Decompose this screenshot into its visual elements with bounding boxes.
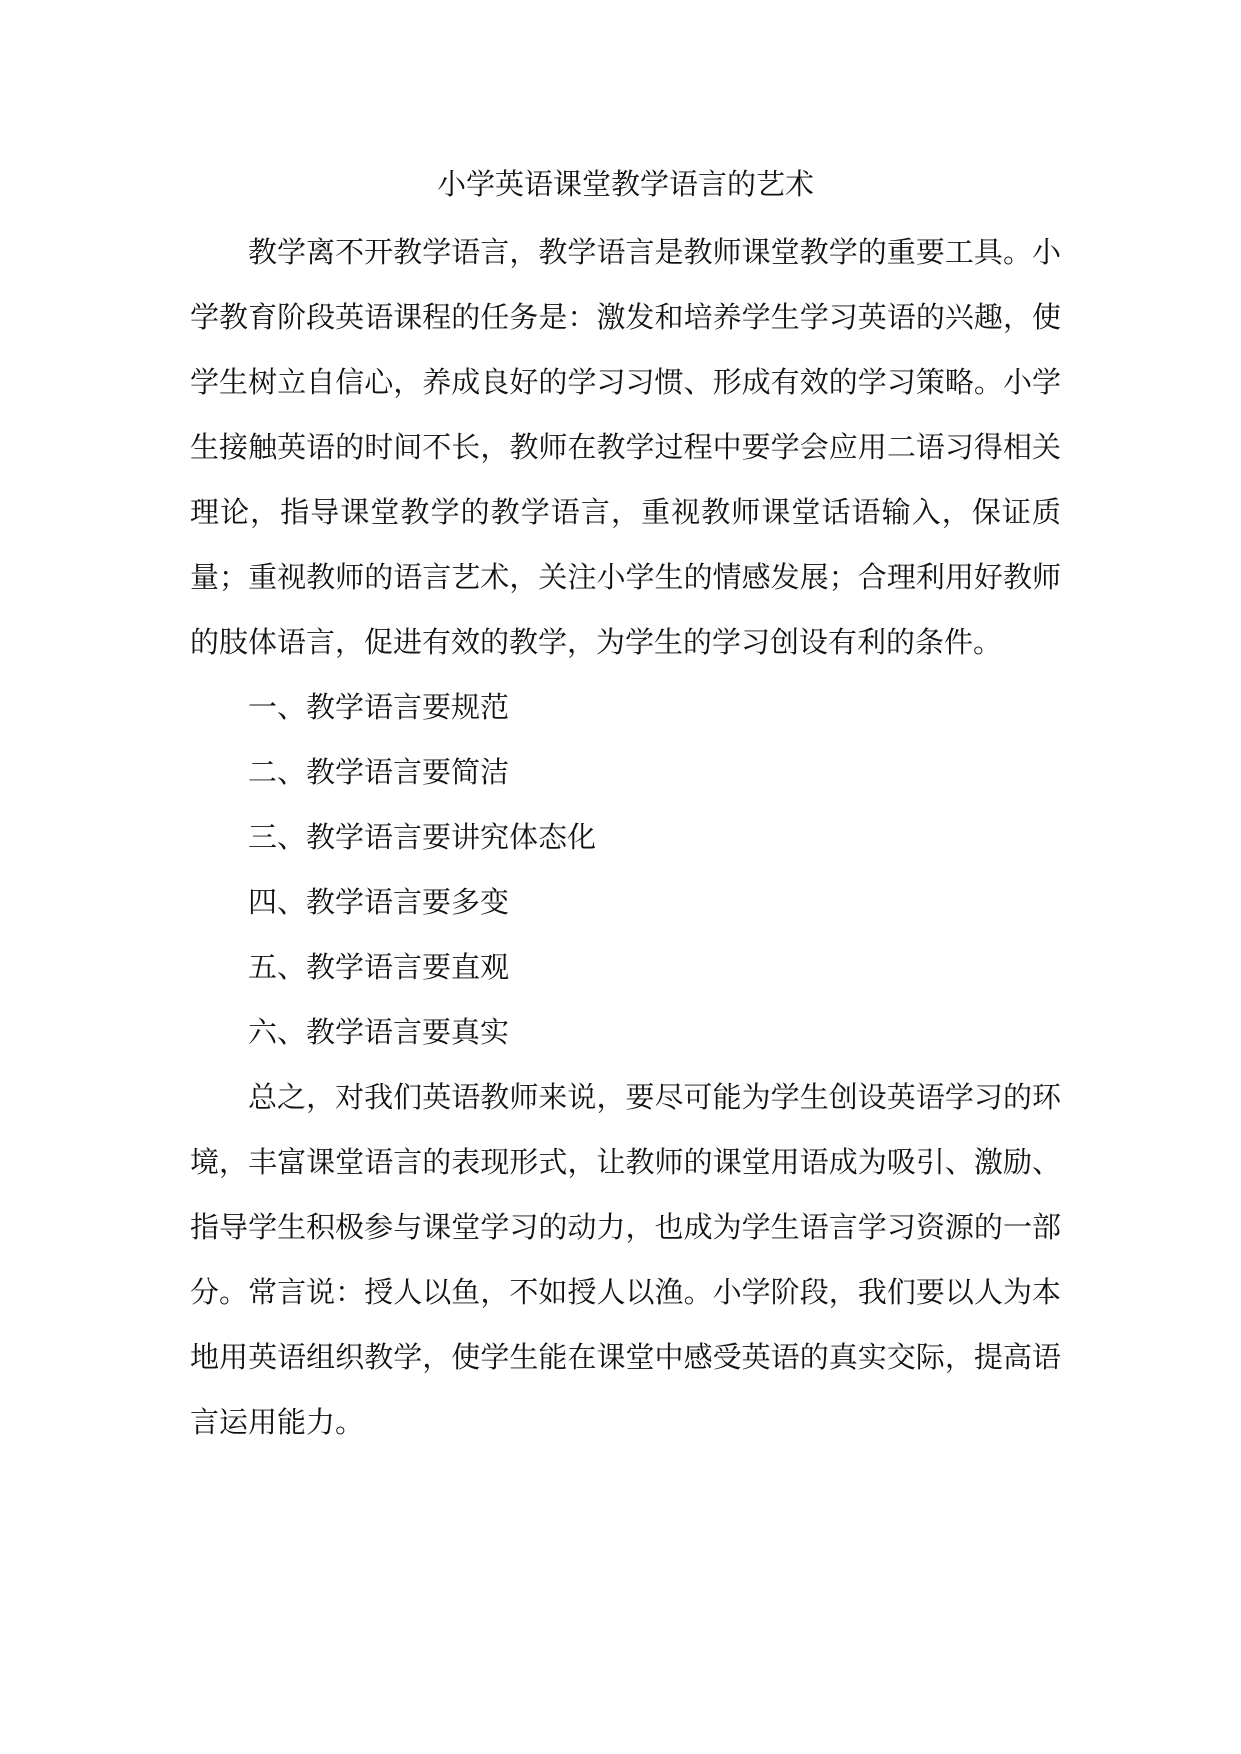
conclusion-paragraph: 总之，对我们英语教师来说，要尽可能为学生创设英语学习的环境，丰富课堂语言的表现形式，让教师的课堂用语成为吸引、激励、指导学生积极参与课堂学习的动力，也成为学生语言学习资源的一部分。常言说：授人以鱼，不如授人以渔。小学阶段，我们要以人为本地用英语组织教学，使学生能在课堂中感受英语的真实交际，提高语言运用能力。 (190, 1080, 1061, 1439)
section-heading-5: 五、教学语言要直观 (248, 950, 510, 984)
document-title: 小学英语课堂教学语言的艺术 (436, 167, 814, 201)
section-heading-4: 四、教学语言要多变 (248, 885, 510, 919)
section-heading-6: 六、教学语言要真实 (248, 1015, 510, 1049)
intro-paragraph: 教学离不开教学语言，教学语言是教师课堂教学的重要工具。小学教育阶段英语课程的任务是：激发和培养学生学习英语的兴趣，使学生树立自信心，养成良好的学习习惯、形成有效的学习策略。小学生接触英语的时间不长，教师在教学过程中要学会应用二语习得相关理论，指导课堂教学的教学语言，重视教师课堂话语输入，保证质量；重视教师的语言艺术，关注小学生的情感发展；合理利用好教师的肢体语言，促进有效的教学，为学生的学习创设有利的条件。 (190, 235, 1061, 659)
section-heading-2: 二、教学语言要简洁 (248, 755, 510, 789)
section-heading-1: 一、教学语言要规范 (248, 690, 510, 724)
section-heading-3: 三、教学语言要讲究体态化 (248, 820, 597, 854)
